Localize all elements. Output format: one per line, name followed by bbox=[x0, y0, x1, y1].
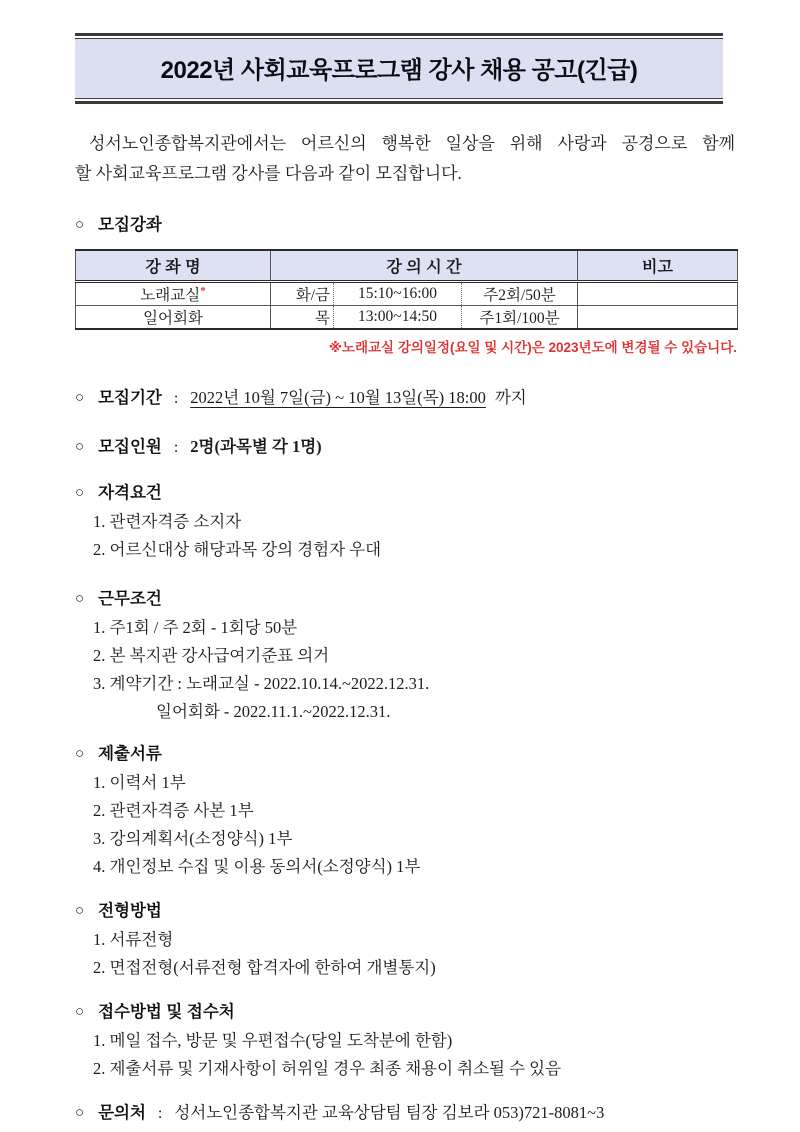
list-item: 1. 관련자격증 소지자 bbox=[93, 511, 242, 531]
colon-separator: : bbox=[173, 438, 179, 456]
section-heading-row bbox=[75, 211, 737, 240]
circle-bullet-icon: ○ bbox=[75, 438, 85, 455]
section-heading-row bbox=[75, 479, 737, 508]
column-header-course: 강 좌 명 bbox=[76, 250, 271, 281]
section-title-courses: 모집강좌 bbox=[98, 216, 162, 234]
list-item: 4. 개인정보 수집 및 이용 동의서(소정양식) 1부 bbox=[93, 856, 421, 876]
section-heading-row bbox=[75, 740, 737, 769]
section-heading-row bbox=[75, 585, 737, 614]
circle-bullet-icon: ○ bbox=[75, 217, 85, 233]
course-time: 15:10~16:00 bbox=[334, 281, 462, 305]
course-name-cell bbox=[76, 305, 271, 329]
period-suffix: 까지 bbox=[494, 387, 527, 407]
course-time: 13:00~14:50 bbox=[334, 305, 462, 329]
period-value: 2022년 10월 7일(금) ~ 10월 13일(목) 18:00 bbox=[190, 387, 486, 407]
section-contact bbox=[75, 1099, 737, 1128]
section-courses bbox=[75, 211, 737, 357]
section-work-conditions bbox=[75, 585, 737, 726]
course-table bbox=[75, 249, 738, 330]
section-selection bbox=[75, 897, 737, 982]
list-item: 2. 본 복지관 강사급여기준표 의거 bbox=[93, 645, 330, 665]
headcount-value: 2명(과목별 각 1명) bbox=[190, 436, 322, 456]
circle-bullet-icon: ○ bbox=[75, 389, 85, 406]
course-name: 일어회화 bbox=[143, 309, 203, 327]
column-header-time: 강 의 시 간 bbox=[271, 250, 578, 281]
circle-bullet-icon: ○ bbox=[75, 1003, 85, 1020]
section-documents bbox=[75, 740, 737, 881]
section-application bbox=[75, 998, 737, 1083]
list-item: 1. 서류전형 bbox=[93, 929, 174, 949]
list-item: 3. 계약기간 : 노래교실 - 2022.10.14.~2022.12.31. bbox=[93, 673, 430, 693]
list-item: 2. 관련자격증 사본 1부 bbox=[93, 800, 254, 820]
colon-separator: : bbox=[157, 1104, 163, 1122]
circle-bullet-icon: ○ bbox=[75, 1104, 85, 1121]
course-name-cell bbox=[76, 281, 271, 305]
list-item: 2. 제출서류 및 기재사항이 허위일 경우 최종 채용이 취소될 수 있음 bbox=[93, 1058, 562, 1078]
list-item: 1. 메일 접수, 방문 및 우편접수(당일 도착분에 한함) bbox=[93, 1030, 453, 1050]
list-item: 2. 어르신대상 해당과목 강의 경험자 우대 bbox=[93, 539, 382, 559]
intro-paragraph bbox=[75, 129, 735, 189]
contact-value: 성서노인종합복지관 교육상담팀 팀장 김보라 053)721-8081~3 bbox=[174, 1102, 605, 1122]
section-heading-row bbox=[75, 998, 737, 1027]
course-name: 노래교실 bbox=[140, 286, 201, 304]
list-item: 2. 면접전형(서류전형 합격자에 한하여 개별통지) bbox=[93, 957, 436, 977]
intro-line-1: 성서노인종합복지관에서는 어르신의 행복한 일상을 위해 사랑과 공경으로 함께 bbox=[89, 134, 735, 153]
contact-label: 문의처 bbox=[98, 1103, 146, 1122]
circle-bullet-icon: ○ bbox=[75, 590, 85, 607]
course-frequency: 주1회/100분 bbox=[462, 305, 578, 329]
footnote-asterisk: * bbox=[200, 284, 206, 297]
section-heading-row bbox=[75, 897, 737, 926]
section-title-selection: 전형방법 bbox=[98, 901, 162, 920]
course-days: 화/금 bbox=[271, 281, 334, 305]
column-header-note: 비고 bbox=[578, 250, 738, 281]
course-frequency: 주2회/50분 bbox=[462, 281, 578, 305]
colon-separator: : bbox=[173, 389, 179, 407]
course-note bbox=[578, 281, 738, 305]
list-item: 3. 강의계획서(소정양식) 1부 bbox=[93, 828, 293, 848]
table-header-row bbox=[76, 250, 738, 281]
intro-line-2: 할 사회교육프로그램 강사를 다음과 같이 모집합니다. bbox=[75, 164, 462, 183]
circle-bullet-icon: ○ bbox=[75, 484, 85, 501]
circle-bullet-icon: ○ bbox=[75, 745, 85, 762]
course-days: 목 bbox=[271, 305, 334, 329]
list-item: 1. 이력서 1부 bbox=[93, 772, 186, 792]
section-title-work-conditions: 근무조건 bbox=[98, 589, 162, 608]
section-period bbox=[75, 384, 737, 413]
course-note bbox=[578, 305, 738, 329]
section-title-application: 접수방법 및 접수처 bbox=[98, 1002, 235, 1021]
table-row bbox=[76, 281, 738, 305]
page-title: 2022년 사회교육프로그램 강사 채용 공고(긴급) bbox=[160, 57, 638, 84]
table-footnote: ※노래교실 강의일정(요일 및 시간)은 2023년도에 변경될 수 있습니다. bbox=[328, 339, 737, 355]
section-title-documents: 제출서류 bbox=[98, 744, 162, 763]
title-banner-inner bbox=[75, 38, 723, 99]
list-item-continuation: 일어회화 - 2022.11.1.~2022.12.31. bbox=[156, 701, 391, 721]
table-row bbox=[76, 305, 738, 329]
period-label: 모집기간 bbox=[98, 388, 162, 407]
section-title-qualifications: 자격요건 bbox=[98, 483, 162, 502]
title-banner bbox=[75, 33, 723, 104]
headcount-label: 모집인원 bbox=[98, 437, 162, 456]
list-item: 1. 주1회 / 주 2회 - 1회당 50분 bbox=[93, 617, 298, 637]
section-headcount bbox=[75, 433, 737, 462]
circle-bullet-icon: ○ bbox=[75, 902, 85, 919]
section-qualifications bbox=[75, 479, 737, 564]
